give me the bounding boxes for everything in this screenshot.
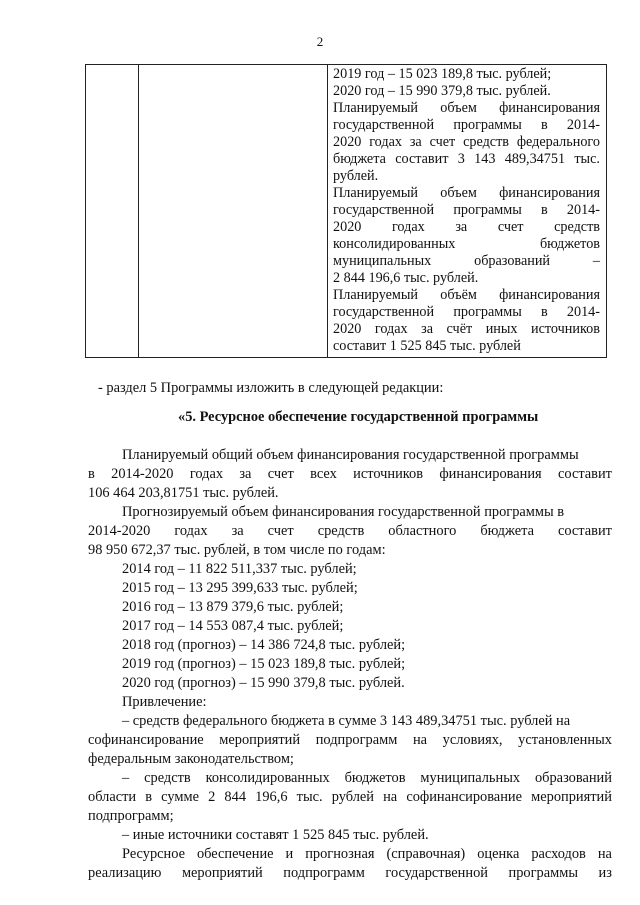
- body-line: реализацию мероприятий подпрограмм государственной программы из: [88, 865, 612, 881]
- body-line: 2014 год – 11 822 511,337 тыс. рублей;: [122, 561, 357, 577]
- table-cell-line: рублей.: [333, 168, 379, 184]
- body-line: федеральным законодательством;: [88, 751, 294, 767]
- body-line: 106 464 203,81751 тыс. рублей.: [88, 485, 279, 501]
- passport-table: [85, 64, 607, 358]
- body-line: – средств консолидированных бюджетов муниципальных образований: [122, 770, 612, 786]
- table-cell-line: Планируемый объем финансирования: [333, 100, 600, 116]
- table-cell-line: Планируемый объём финансирования: [333, 287, 600, 303]
- table-cell-line: составит 1 525 845 тыс. рублей: [333, 338, 521, 354]
- body-line: 2014-2020 годах за счет средств областного бюджета составит: [88, 523, 612, 539]
- section-intro: - раздел 5 Программы изложить в следующей редакции:: [98, 380, 444, 396]
- page-number: 2: [316, 34, 324, 49]
- body-line: в 2014-2020 годах за счет всех источников финансирования составит: [88, 466, 612, 482]
- table-cell-line: муниципальных образований –: [333, 253, 600, 269]
- body-line: Ресурсное обеспечение и прогнозная (справочная) оценка расходов на: [122, 846, 612, 862]
- table-cell-line: консолидированных бюджетов: [333, 236, 600, 252]
- body-line: Привлечение:: [122, 694, 207, 710]
- body-line: области в сумме 2 844 196,6 тыс. рублей на софинансирование мероприятий: [88, 789, 612, 805]
- body-line: 2020 год (прогноз) – 15 990 379,8 тыс. рублей.: [122, 675, 405, 691]
- table-cell-line: государственной программы в 2014-: [333, 117, 600, 133]
- body-line: – иные источники составят 1 525 845 тыс. рублей.: [122, 827, 429, 843]
- table-cell-line: 2019 год – 15 023 189,8 тыс. рублей;: [333, 66, 552, 82]
- table-cell-line: бюджета составит 3 143 489,34751 тыс.: [333, 151, 600, 167]
- table-cell-line: 2020 годах за счет средств федерального: [333, 134, 600, 150]
- table-cell-line: 2020 годах за счет средств: [333, 219, 600, 235]
- body-line: 2017 год – 14 553 087,4 тыс. рублей;: [122, 618, 344, 634]
- body-line: 2015 год – 13 295 399,633 тыс. рублей;: [122, 580, 358, 596]
- body-line: Прогнозируемый объем финансирования государственной программы в: [122, 504, 565, 520]
- table-cell-financing: [327, 65, 606, 357]
- table-cell-line: 2020 год – 15 990 379,8 тыс. рублей.: [333, 83, 551, 99]
- table-cell-line: 2 844 196,6 тыс. рублей.: [333, 270, 479, 286]
- body-line: 98 950 672,37 тыс. рублей, в том числе по годам:: [88, 542, 386, 558]
- table-cell-line: Планируемый объем финансирования: [333, 185, 600, 201]
- body-line: – средств федерального бюджета в сумме 3 143 489,34751 тыс. рублей на: [122, 713, 571, 729]
- body-line: 2018 год (прогноз) – 14 386 724,8 тыс. рублей;: [122, 637, 406, 653]
- table-column-label: [138, 65, 328, 357]
- section-heading: «5. Ресурсное обеспечение государственной программы: [178, 409, 539, 425]
- body-line: 2019 год (прогноз) – 15 023 189,8 тыс. рублей;: [122, 656, 406, 672]
- body-line: софинансирование мероприятий подпрограмм на условиях, установленных: [88, 732, 612, 748]
- table-cell-line: государственной программы в 2014-: [333, 202, 600, 218]
- body-line: 2016 год – 13 879 379,6 тыс. рублей;: [122, 599, 344, 615]
- table-column-number: [86, 65, 139, 357]
- table-cell-line: государственной программы в 2014-: [333, 304, 600, 320]
- table-cell-line: 2020 годах за счёт иных источников: [333, 321, 600, 337]
- body-line: подпрограмм;: [88, 808, 174, 824]
- body-line: Планируемый общий объем финансирования государственной программы: [122, 447, 579, 463]
